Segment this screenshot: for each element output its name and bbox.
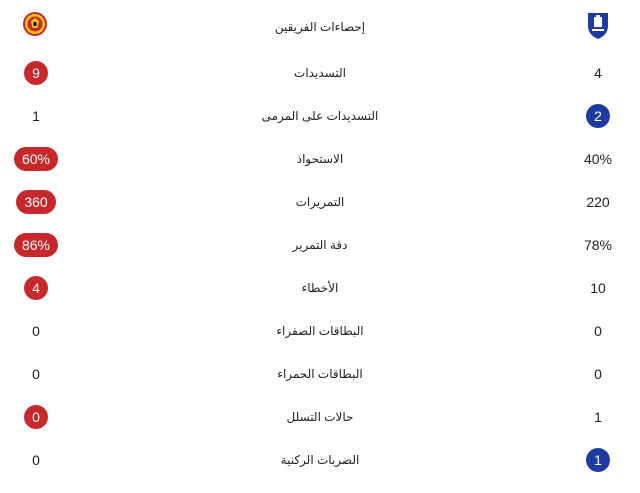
away-stat-text: 10	[590, 280, 606, 296]
home-stat-text: 0	[32, 366, 40, 382]
stats-title: إحصاءات الفريقين	[274, 20, 366, 34]
away-stat-value	[570, 359, 626, 389]
stat-row	[0, 58, 640, 88]
away-stat-value	[570, 316, 626, 346]
home-stat-text: 9	[24, 61, 48, 85]
away-stat-value	[570, 187, 626, 217]
away-stat-text: 1	[586, 448, 610, 472]
home-stat-text: 0	[32, 323, 40, 339]
stat-row	[0, 144, 640, 174]
stat-label: حالات التسلل	[286, 410, 354, 424]
away-stat-value	[570, 230, 626, 260]
away-stat-value	[570, 402, 626, 432]
home-stat-text: 60%	[14, 147, 58, 171]
home-stat-value	[8, 187, 64, 217]
stat-label: البطاقات الحمراء	[277, 367, 363, 381]
stat-row	[0, 187, 640, 217]
stat-row	[0, 230, 640, 260]
home-stat-text: 86%	[14, 233, 58, 257]
away-stat-value	[570, 273, 626, 303]
home-stat-text: 0	[24, 405, 48, 429]
stat-row	[0, 101, 640, 131]
stats-header-row	[0, 12, 640, 42]
everton-crest-icon	[585, 10, 611, 40]
away-stat-value	[570, 58, 626, 88]
home-stat-text: 4	[24, 276, 48, 300]
stat-label: الأخطاء	[301, 281, 339, 295]
stat-row	[0, 273, 640, 303]
stat-label: التسديدات على المرمى	[261, 109, 379, 123]
away-stat-value	[570, 445, 626, 475]
away-stat-text: 0	[594, 366, 602, 382]
stat-row	[0, 359, 640, 389]
stat-label: دقة التمرير	[292, 238, 348, 252]
stat-row	[0, 445, 640, 475]
away-stat-text: 1	[594, 409, 602, 425]
away-stat-text: 78%	[583, 237, 613, 253]
home-stat-text: 360	[16, 190, 55, 214]
home-stat-value	[8, 58, 64, 88]
home-stat-value	[8, 230, 64, 260]
stat-label: التمريرات	[295, 195, 345, 209]
stat-label: البطاقات الصفراء	[276, 324, 364, 338]
home-stat-value	[8, 144, 64, 174]
home-stat-value	[8, 101, 64, 131]
away-stat-text: 0	[594, 323, 602, 339]
stat-label: الاستحواذ	[296, 152, 344, 166]
away-stat-value	[570, 101, 626, 131]
home-stat-value	[8, 402, 64, 432]
stat-row	[0, 402, 640, 432]
away-stat-text: 4	[594, 65, 602, 81]
home-stat-value	[8, 359, 64, 389]
home-stat-value	[8, 273, 64, 303]
stat-label: التسديدات	[294, 66, 346, 80]
home-stat-text: 1	[32, 108, 40, 124]
home-stat-value	[8, 316, 64, 346]
home-stat-text: 0	[32, 452, 40, 468]
away-stat-text: 220	[586, 194, 610, 210]
away-stat-text: 2	[586, 104, 610, 128]
manchester-united-crest-icon	[22, 10, 48, 40]
stat-row	[0, 316, 640, 346]
away-stat-value	[570, 144, 626, 174]
home-stat-value	[8, 445, 64, 475]
stat-label: الضربات الركنية	[280, 453, 360, 467]
away-stat-text: 40%	[583, 151, 613, 167]
